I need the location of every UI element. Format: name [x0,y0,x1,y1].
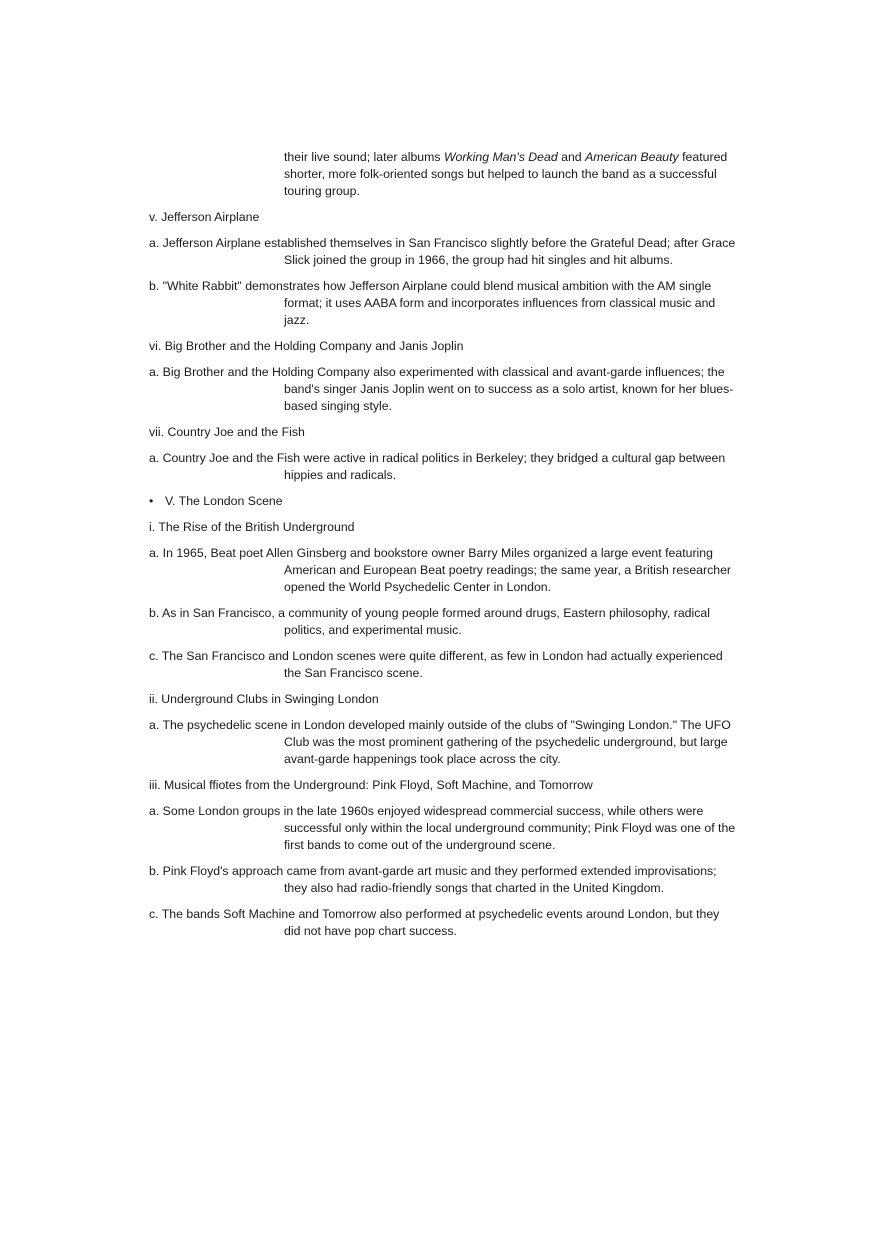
list-item: a. In 1965, Beat poet Allen Ginsberg and bookstore owner Barry Miles organized a large event featuring American and European Beat poetry readings; the same year, a British researcher opened the World Psychedelic Center in London. [149,546,732,594]
section-heading-underground-clubs: ii. Underground Clubs in Swinging London [149,692,379,706]
list-item: b. As in San Francisco, a community of young people formed around drugs, Eastern philosophy, radical politics, and experimental music. [149,606,710,637]
list-item: a. Big Brother and the Holding Company also experimented with classical and avant-garde influences; the band's singer Janis Joplin went on to success as a solo artist, known for her blues-based singing style. [149,365,734,413]
intro-continuation [149,149,739,200]
list-item: b. "White Rabbit" demonstrates how Jefferson Airplane could blend musical ambition with the AM single format; it uses AABA form and incorporates influences from classical music and jazz. [149,279,716,327]
album-title-american-beauty: American Beauty [585,150,679,164]
bullet-icon: • [149,494,154,508]
section-heading-musical-notes: iii. Musical ffiotes from the Underground: Pink Floyd, Soft Machine, and Tomorrow [149,778,593,792]
intro-text-post: featured shorter, more folk-oriented songs but helped to launch the band as a successful touring group. [284,150,728,198]
list-item: b. Pink Floyd's approach came from avant-garde art music and they performed extended improvisations; they also had radio-friendly songs that charted in the United Kingdom. [149,864,717,895]
document-body [149,149,739,949]
bullet-label: V. The London Scene [165,494,283,508]
list-item: a. Country Joe and the Fish were active in radical politics in Berkeley; they bridged a cultural gap between hippies and radicals. [149,451,726,482]
album-title-working-mans-dead: Working Man's Dead [443,150,558,164]
intro-text-pre: their live sound; later albums [284,150,444,164]
intro-text-mid: and [557,150,586,164]
section-heading-country-joe: vii. Country Joe and the Fish [149,425,305,439]
list-item: c. The San Francisco and London scenes were quite different, as few in London had actually experienced the San Francisco scene. [149,649,723,680]
list-item: a. Jefferson Airplane established themselves in San Francisco slightly before the Grateful Dead; after Grace Slick joined the group in 1966, the group had hit singles and hit albums. [149,236,736,267]
list-item: c. The bands Soft Machine and Tomorrow also performed at psychedelic events around London, but they did not have pop chart success. [149,907,720,938]
section-heading-jefferson-airplane: v. Jefferson Airplane [149,210,260,224]
list-item: a. The psychedelic scene in London developed mainly outside of the clubs of "Swinging London." The UFO Club was the most prominent gathering of the psychedelic underground, but large avant-garde happenings took place across the city. [149,718,731,766]
list-item: a. Some London groups in the late 1960s enjoyed widespread commercial success, while others were successful only within the local underground community; Pink Floyd was one of the first bands to come out of the underground scene. [149,804,736,852]
section-heading-big-brother: vi. Big Brother and the Holding Company and Janis Joplin [149,339,464,353]
section-heading-british-underground: i. The Rise of the British Underground [149,520,355,534]
bullet-london-scene [149,493,739,510]
